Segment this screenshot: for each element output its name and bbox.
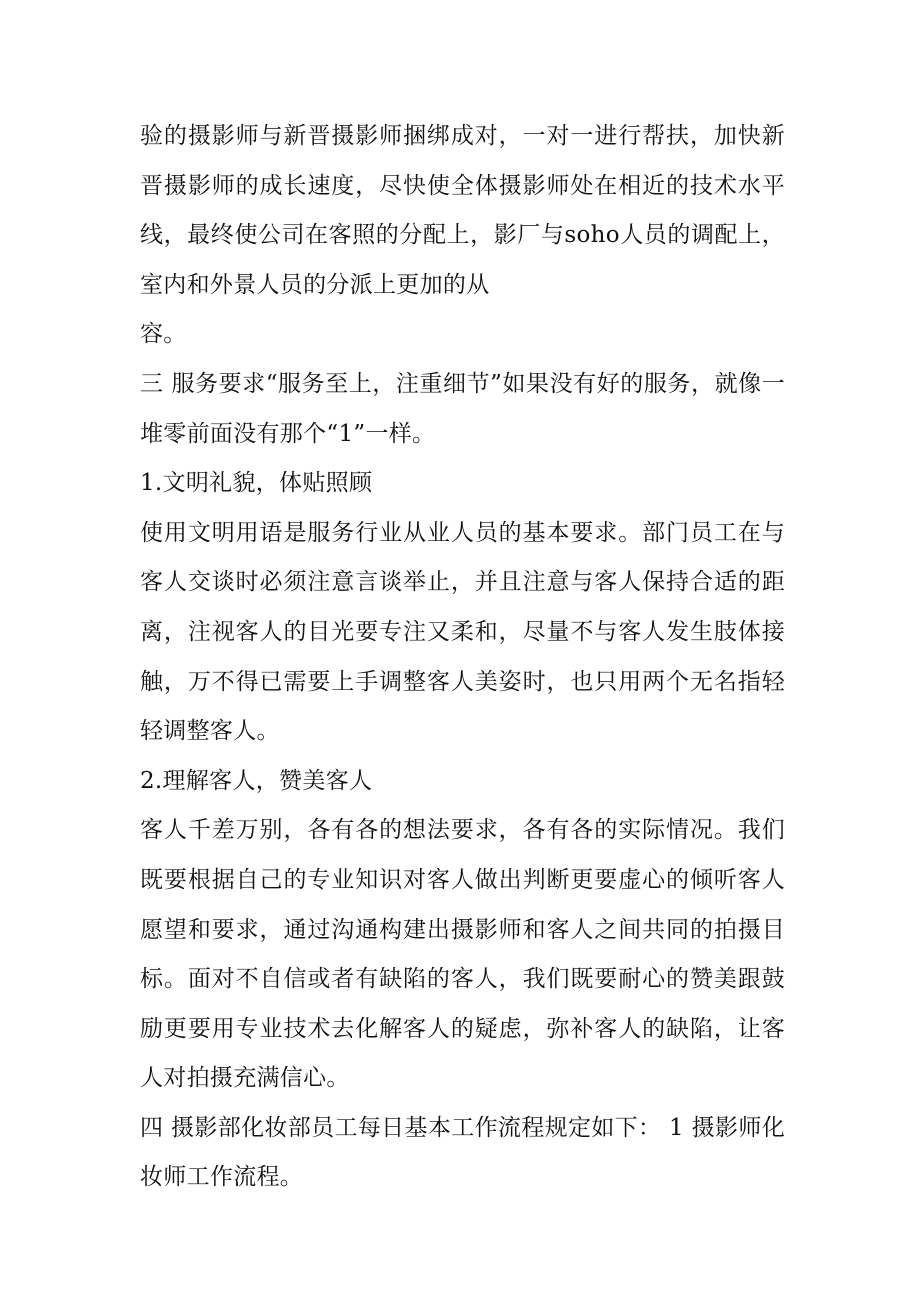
paragraph-understanding: 客人千差万别，各有各的想法要求，各有各的实际情况。我们既要根据自己的专业知识对客人做出判断更要虚心的倾听客人愿望和要求，通过沟通构建出摄影师和客人之间共同的拍摄目标。面对不自信或者有缺陷的客人，我们既要耐心的赞美跟鼓励更要用专业技术去化解客人的疑虑，弥补客人的缺陷，让客人对拍摄充满信心。: [140, 817, 785, 1092]
paragraph-mentoring-end: 容。: [140, 321, 187, 348]
document-body: [140, 112, 785, 1203]
section-heading-workflow: 四 摄影部化妆部员工每日基本工作流程规定如下： 1 摄影师化妆师工作流程。: [140, 1114, 785, 1191]
subheading-courtesy: 1.文明礼貌，体贴照顾: [140, 470, 373, 497]
subheading-understanding: 2.理解客人，赞美客人: [140, 767, 373, 794]
paragraph-mentoring: 验的摄影师与新晋摄影师捆绑成对，一对一进行帮扶，加快新晋摄影师的成长速度，尽快使全体摄影师处在相近的技术水平线，最终使公司在客照的分配上，影厂与soho人员的调配上，室内和外景人员的分派上更加的从: [140, 123, 785, 298]
paragraph-courtesy: 使用文明用语是服务行业从业人员的基本要求。部门员工在与客人交谈时必须注意言谈举止，并且注意与客人保持合适的距离，注视客人的目光要专注又柔和，尽量不与客人发生肢体接触，万不得已需要上手调整客人美姿时，也只用两个无名指轻轻调整客人。: [140, 519, 785, 745]
section-heading-service: 三 服务要求“服务至上，注重细节”如果没有好的服务，就像一堆零前面没有那个“1”一样。: [140, 370, 785, 447]
